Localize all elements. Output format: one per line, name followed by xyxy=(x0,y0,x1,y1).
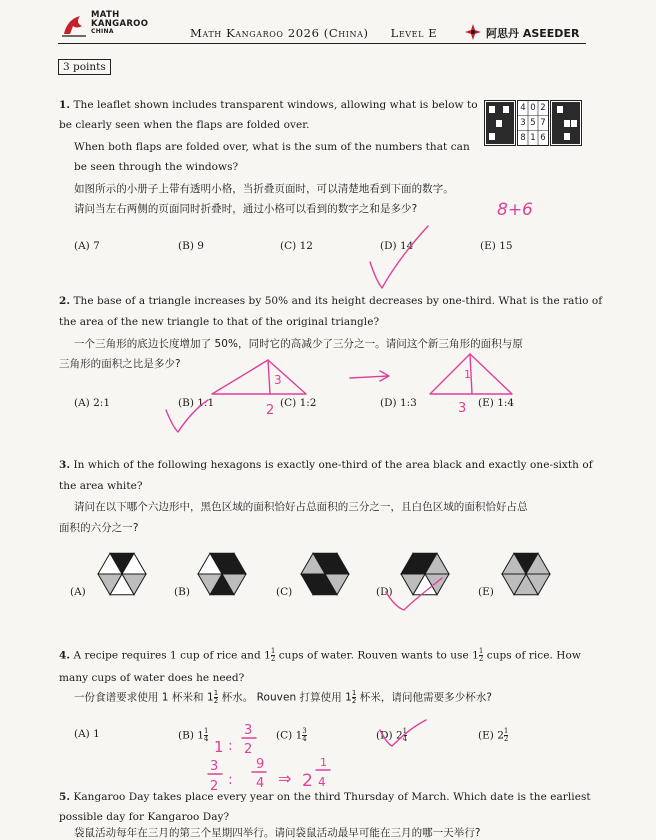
q4-work-2a: 2 xyxy=(244,742,253,757)
q2-option-d[interactable]: (D) 1:3 xyxy=(380,397,417,409)
q4-option-e[interactable]: (E) 2 $\frac{1}{2}$ xyxy=(478,727,509,743)
q4-en-line-2: many cups of water does he need? xyxy=(59,672,245,684)
q1-en-line-3: When both flaps are folded over, what is the sum of the numbers that can xyxy=(74,141,470,153)
q1-option-a[interactable]: (A) 7 xyxy=(74,240,100,252)
q2-tri1-h-label: 3 xyxy=(274,373,282,387)
q4-cn-line: 一份食谱要求使用 1 杯米和 1 $\frac{1}{2}$ 杯水。 Rouven 打算使用 1 $\frac{1}{2}$ 杯米，请问他需要多少杯水? xyxy=(74,689,493,705)
section-label: 3 points xyxy=(58,59,111,75)
q4-option-b[interactable]: (B) 1 $\frac{1}{4}$ xyxy=(178,727,209,743)
q3-checkmark xyxy=(386,578,442,610)
q2-tri2-h-label: 1 xyxy=(464,368,471,381)
q1-option-c[interactable]: (C) 12 xyxy=(280,240,313,252)
q2-option-a[interactable]: (A) 2:1 xyxy=(74,397,111,409)
q4-work-colon-1: : xyxy=(228,738,233,754)
q3-option-e[interactable]: (E) xyxy=(478,586,494,598)
q2-option-b[interactable]: (B) 1:1 xyxy=(178,397,215,409)
q4-option-d[interactable]: (D) 2 $\frac{1}{4}$ xyxy=(376,727,408,743)
q2-arrow xyxy=(350,371,389,381)
q3-option-c[interactable]: (C) xyxy=(276,586,293,598)
header-title: Math Kangaroo 2026 (China) Level E xyxy=(190,26,438,40)
q4-work-arrow: ⇒ xyxy=(278,769,292,788)
q1-en-line-2: be clearly seen when the flaps are folded over. xyxy=(59,119,310,131)
q5-cn-line-1: 袋鼠活动每年在三月的第三个星期四举行。请问袋鼠活动最早可能在三月的哪一天举行? xyxy=(74,827,481,839)
q1-cn-line-1: 如图所示的小册子上带有透明小格，当折叠页面时，可以清楚地看到下面的数字。 xyxy=(74,183,454,195)
q1-cn-line-2: 请问当左右两侧的页面同时折叠时，通过小格可以看到的数字之和是多少? xyxy=(74,203,418,215)
q5-en-line-2: possible day for Kangaroo Day? xyxy=(59,811,230,823)
q1-option-b[interactable]: (B) 9 xyxy=(178,240,204,252)
q3-cn-line-2: 面积的六分之一? xyxy=(59,522,139,534)
q4-checkmark xyxy=(380,720,426,746)
q4-work-1: 1 xyxy=(214,738,224,756)
q4-work-1c: 1 xyxy=(320,756,327,769)
q3-cn-line-1: 请问在以下哪个六边形中，黑色区域的面积恰好占总面积的三分之一，且白色区域的面积恰好占总 xyxy=(74,501,528,513)
logo-text: MATH KANGAROO CHINA xyxy=(91,10,149,35)
leaflet-digits: 4 0 2 3 5 7 8 1 6 xyxy=(520,103,546,143)
q3-en-line-1: 3. In which of the following hexagons is exactly one-third of the area black and exactly one-sixth of xyxy=(59,459,593,471)
q2-option-c[interactable]: (C) 1:2 xyxy=(280,397,317,409)
q2-tri1-b-label: 2 xyxy=(266,403,275,418)
q3-en-line-2: the area white? xyxy=(59,480,143,492)
q4-work-colon-2: : xyxy=(228,772,233,788)
q1-en-line-4: be seen through the windows? xyxy=(74,161,239,173)
q4-work-9: 9 xyxy=(256,757,265,772)
q2-tri1-height xyxy=(268,360,270,394)
q4-option-c[interactable]: (C) 1 $\frac{3}{4}$ xyxy=(276,727,307,743)
q5-en-line-1: 5. Kangaroo Day takes place every year on the third Thursday of March. Which date is the earliest xyxy=(59,791,591,803)
q3-option-d[interactable]: (D) xyxy=(376,586,393,598)
q4-work-4c: 4 xyxy=(318,775,326,789)
q4-work-4a: 4 xyxy=(256,776,265,791)
q2-tri2-b-label: 3 xyxy=(458,401,467,416)
q3-option-b[interactable]: (B) xyxy=(174,586,190,598)
q2-cn-line-1: 一个三角形的底边长度增加了 50%，同时它的高减少了三分之一。请问这个新三角形的面积与原 xyxy=(74,338,523,350)
q2-en-line-2: the area of the new triangle to that of the original triangle? xyxy=(59,316,380,328)
q2-en-line-1: 2. The base of a triangle increases by 50% and its height decreases by one-third. What is the ratio of xyxy=(59,295,603,307)
q4-en-line-1: 4. A recipe requires 1 cup of rice and 1 $\frac{1}{2}$ cups of water. Rouven wants to use 1 $\frac{1}{2}$ cups of rice. How xyxy=(59,647,581,663)
q3-option-a[interactable]: (A) xyxy=(70,586,86,598)
q4-option-a[interactable]: (A) 1 xyxy=(74,728,100,740)
q1-option-d[interactable]: (D) 14 xyxy=(380,240,414,252)
q2-triangle-original xyxy=(212,360,306,394)
q4-work-3b: 3 xyxy=(210,759,219,774)
q1-option-e[interactable]: (E) 15 xyxy=(480,240,513,252)
q2-checkmark xyxy=(166,400,208,432)
q1-checkmark xyxy=(370,226,428,288)
q2-cn-line-2: 三角形的面积之比是多少? xyxy=(59,358,181,370)
q1-note: 8+6 xyxy=(497,200,533,220)
q2-option-e[interactable]: (E) 1:4 xyxy=(478,397,515,409)
partner-name: 阿思丹 ASEEDER xyxy=(486,27,580,40)
q4-work-2b: 2 xyxy=(210,779,219,794)
q4-work-2c: 2 xyxy=(302,771,313,791)
q4-work-3a: 3 xyxy=(244,723,253,738)
q1-en-line-1: 1. The leaflet shown includes transparent windows, allowing what is below to xyxy=(59,99,478,111)
